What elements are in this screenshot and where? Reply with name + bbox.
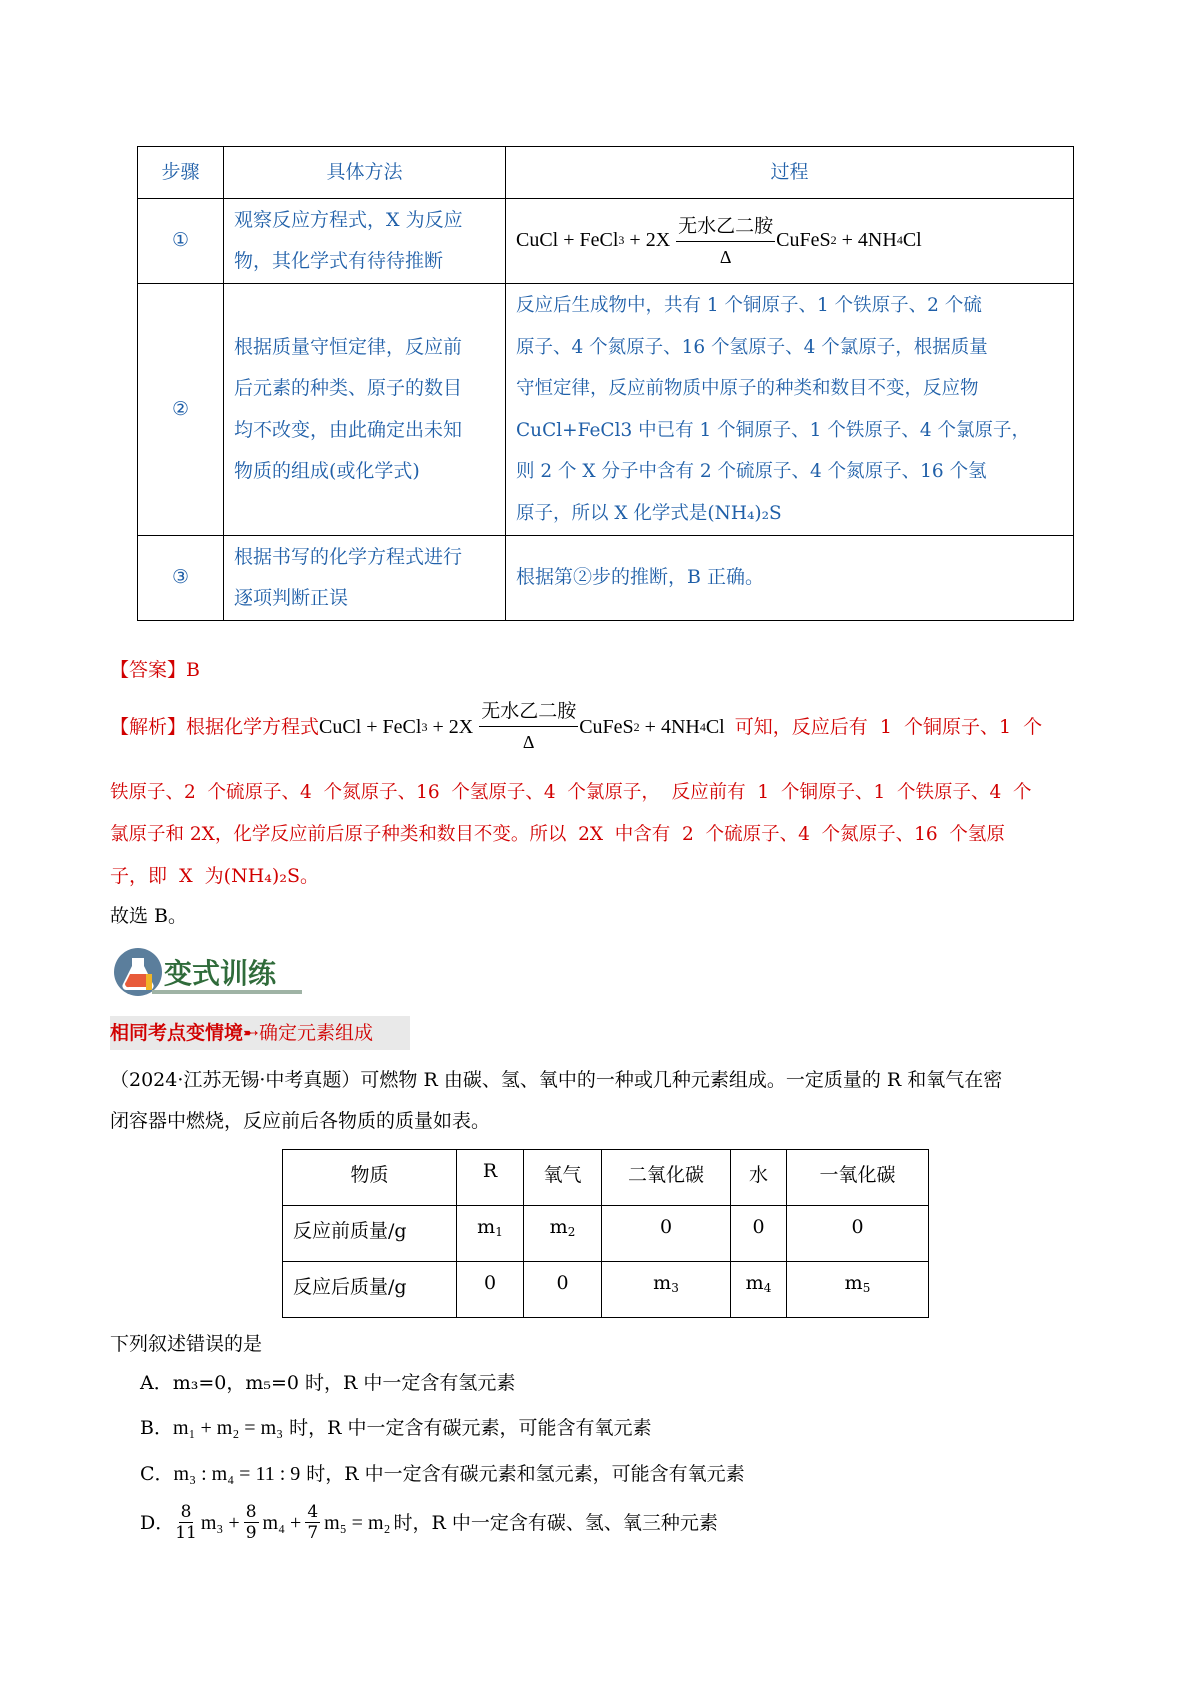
option-math: m₃ : m₄ = 11 : 9 <box>173 1463 301 1485</box>
header-method: 具体方法 <box>224 147 506 199</box>
method-line: 逐项判断正误 <box>234 587 349 609</box>
denominator: 9 <box>245 1523 257 1543</box>
question-prompt: 下列叙述错误的是 <box>110 1333 263 1355</box>
process-line: 根据第②步的推断，B 正确。 <box>516 566 765 589</box>
question-stem: 闭容器中燃烧，反应前后各物质的质量如表。 <box>110 1110 491 1132</box>
process-line: 则 2 个 X 分子中含有 2 个硫原子、4 个氮原子、16 个氢 <box>516 461 987 482</box>
header-step: 步骤 <box>138 147 224 199</box>
topic-suffix: 确定元素组成 <box>258 1022 373 1044</box>
analysis-line: 铁原子、2 个硫原子、4 个氮原子、16 个氢原子、4 个氯原子， 反应前有 1 个铜原子、1 个铁原子、4 个 <box>110 782 1032 803</box>
eq-sub: 4 <box>699 719 706 734</box>
denominator: 7 <box>307 1523 319 1543</box>
option-letter: A． <box>140 1372 173 1394</box>
process-line: 原子、4 个氮原子、16 个氢原子、4 个氯原子，根据质量 <box>516 336 988 358</box>
analysis-line: 子，即 X 为(NH₄)₂S。 <box>110 865 319 887</box>
eq-sub: 2 <box>633 719 640 734</box>
eq-sub: 3 <box>421 719 428 734</box>
table-cell <box>457 1262 524 1318</box>
table-cell <box>602 1262 731 1318</box>
mass-table-header: 二氧化碳 <box>602 1150 731 1206</box>
table-cell <box>731 1206 787 1262</box>
condition-top: 无水乙二胺 <box>676 215 775 242</box>
cell-value: m <box>745 1272 764 1294</box>
cell-value: 0 <box>556 1272 569 1294</box>
mass-table-header: 水 <box>731 1150 787 1206</box>
table-cell <box>524 1206 602 1262</box>
step-number: ③ <box>138 536 224 621</box>
reaction-condition <box>479 700 578 753</box>
cell-value: 0 <box>851 1216 864 1238</box>
question-stem: （2024·江苏无锡·中考真题）可燃物 R 由碳、氢、氧中的一种或几种元素组成。一定质量的 R 和氧气在密 <box>110 1069 1003 1091</box>
step-number: ② <box>138 284 224 536</box>
eq-rhs: CuFeS <box>776 229 831 252</box>
option-math-term: m₅ = m₂ <box>324 1511 391 1534</box>
method-line: 物质的组成(或化学式) <box>234 460 420 482</box>
numerator: 8 <box>245 1502 257 1522</box>
denominator: 11 <box>175 1523 197 1543</box>
option-text: m₃=0，m₅=0 时，R 中一定含有氢元素 <box>172 1372 516 1394</box>
option-a[interactable] <box>140 1368 515 1398</box>
option-letter: C． <box>140 1463 174 1485</box>
option-b[interactable] <box>140 1413 652 1443</box>
method-line: 根据质量守恒定律，反应前 <box>234 335 463 358</box>
eq-sub: 3 <box>618 233 625 248</box>
table-cell <box>787 1206 929 1262</box>
eq-rhs-mid: + 4NH <box>836 229 897 252</box>
header-process: 过程 <box>506 147 1074 199</box>
cell-value: 0 <box>659 1216 673 1238</box>
cell-sub: 4 <box>763 1281 772 1295</box>
eq-lhs-tail: + 2X <box>624 229 676 252</box>
eq-sub: 2 <box>830 233 837 248</box>
analysis-conclusion: 故选 B。 <box>110 905 188 927</box>
cell-value: 0 <box>483 1272 497 1294</box>
row-label: 反应前质量/g <box>283 1206 457 1262</box>
step-method <box>224 199 506 284</box>
cell-value: m <box>653 1272 672 1294</box>
analysis-line: 氯原子和 2X，化学反应前后原子种类和数目不变。所以 2X 中含有 2 个硫原子、4 个氮原子、16 个氢原 <box>110 824 1005 845</box>
reaction-condition <box>676 215 775 268</box>
table-cell <box>787 1262 929 1318</box>
step-number: ① <box>138 199 224 284</box>
step-method <box>224 536 506 621</box>
analysis-label: 【解析】 <box>110 715 187 738</box>
table-cell <box>602 1206 731 1262</box>
steps-table <box>137 146 1074 621</box>
numerator: 8 <box>180 1502 192 1522</box>
chemical-equation <box>516 215 922 268</box>
table-cell <box>524 1262 602 1318</box>
section-badge <box>112 946 312 998</box>
arrow-icon: ➸ <box>243 1022 259 1044</box>
fraction <box>244 1502 259 1543</box>
process-line: 守恒定律，反应前物质中原子的种类和数目不变，反应物 <box>516 378 979 399</box>
condition-bottom: Δ <box>522 732 535 752</box>
option-text: 时，R 中一定含有碳元素，可能含有氧元素 <box>283 1417 652 1439</box>
cell-sub: 1 <box>495 1225 503 1239</box>
condition-top: 无水乙二胺 <box>479 700 578 727</box>
table-cell <box>731 1262 787 1318</box>
option-math: m₁ + m₂ = m₃ <box>172 1417 284 1439</box>
eq-lhs: CuCl + FeCl <box>319 715 422 738</box>
cell-value: 0 <box>752 1216 765 1238</box>
method-line: 均不改变，由此确定出未知 <box>234 418 463 441</box>
option-text: 时，R 中一定含有碳元素和氢元素，可能含有氧元素 <box>300 1463 745 1485</box>
eq-rhs-tail: Cl <box>705 715 725 738</box>
cell-sub: 5 <box>862 1281 871 1295</box>
mass-table-header: 氧气 <box>524 1150 602 1206</box>
eq-rhs: CuFeS <box>579 715 634 738</box>
analysis-lead: 根据化学方程式 <box>186 715 320 738</box>
option-math-term: m₃ + <box>200 1511 240 1534</box>
analysis-first-line <box>110 700 1042 753</box>
eq-sub: 4 <box>896 233 903 248</box>
cell-sub: 2 <box>567 1225 576 1239</box>
cell-value: m <box>549 1216 568 1238</box>
method-line: 后元素的种类、原子的数目 <box>234 377 463 399</box>
process-line: 原子，所以 X 化学式是(NH₄)₂S <box>516 502 782 524</box>
cell-sub: 3 <box>671 1281 679 1295</box>
eq-lhs-tail: + 2X <box>427 715 479 738</box>
fraction <box>175 1502 197 1543</box>
section-badge-title: 变式训练 <box>164 957 277 990</box>
option-d[interactable] <box>140 1502 718 1543</box>
table-cell <box>457 1206 524 1262</box>
answer-label: 【答案】 <box>110 659 187 681</box>
analysis-after-eq: 可知，反应后有 1 个铜原子、1 个 <box>734 715 1043 738</box>
step-process <box>506 536 1074 621</box>
option-math-term: m₄ + <box>262 1511 302 1534</box>
step-method <box>224 284 506 536</box>
option-c[interactable] <box>140 1459 745 1489</box>
answer-value: B <box>186 659 200 681</box>
option-letter: B． <box>140 1417 173 1439</box>
cell-value: m <box>844 1272 863 1294</box>
option-letter: D． <box>140 1511 175 1534</box>
method-line: 物，其化学式有待待推断 <box>234 250 444 272</box>
mass-table-header: 一氧化碳 <box>787 1150 929 1206</box>
fraction <box>305 1502 320 1543</box>
answer-line <box>110 655 200 685</box>
option-text: 时，R 中一定含有碳、氢、氧三种元素 <box>393 1511 718 1534</box>
process-line: CuCl+FeCl3 中已有 1 个铜原子、1 个铁原子、4 个氯原子， <box>516 419 1030 441</box>
numerator: 4 <box>307 1502 319 1522</box>
step-process-equation <box>506 199 1074 284</box>
mass-table-header: 物质 <box>283 1150 457 1206</box>
eq-rhs-mid: + 4NH <box>639 715 700 738</box>
eq-lhs: CuCl + FeCl <box>516 229 619 252</box>
chemical-equation <box>319 700 725 753</box>
mass-table-header: R <box>457 1150 524 1206</box>
method-line: 观察反应方程式，X 为反应 <box>234 208 463 231</box>
cell-value: m <box>477 1216 496 1238</box>
process-line: 反应后生成物中，共有 1 个铜原子、1 个铁原子、2 个硫 <box>516 295 982 316</box>
row-label: 反应后质量/g <box>283 1262 457 1318</box>
eq-rhs-tail: Cl <box>902 229 922 252</box>
condition-bottom: Δ <box>719 246 732 267</box>
step-process <box>506 284 1074 536</box>
topic-prefix: 相同考点变情境 <box>110 1022 244 1044</box>
method-line: 根据书写的化学方程式进行 <box>234 545 463 568</box>
mass-table <box>282 1149 929 1318</box>
topic-bar <box>110 1016 410 1050</box>
